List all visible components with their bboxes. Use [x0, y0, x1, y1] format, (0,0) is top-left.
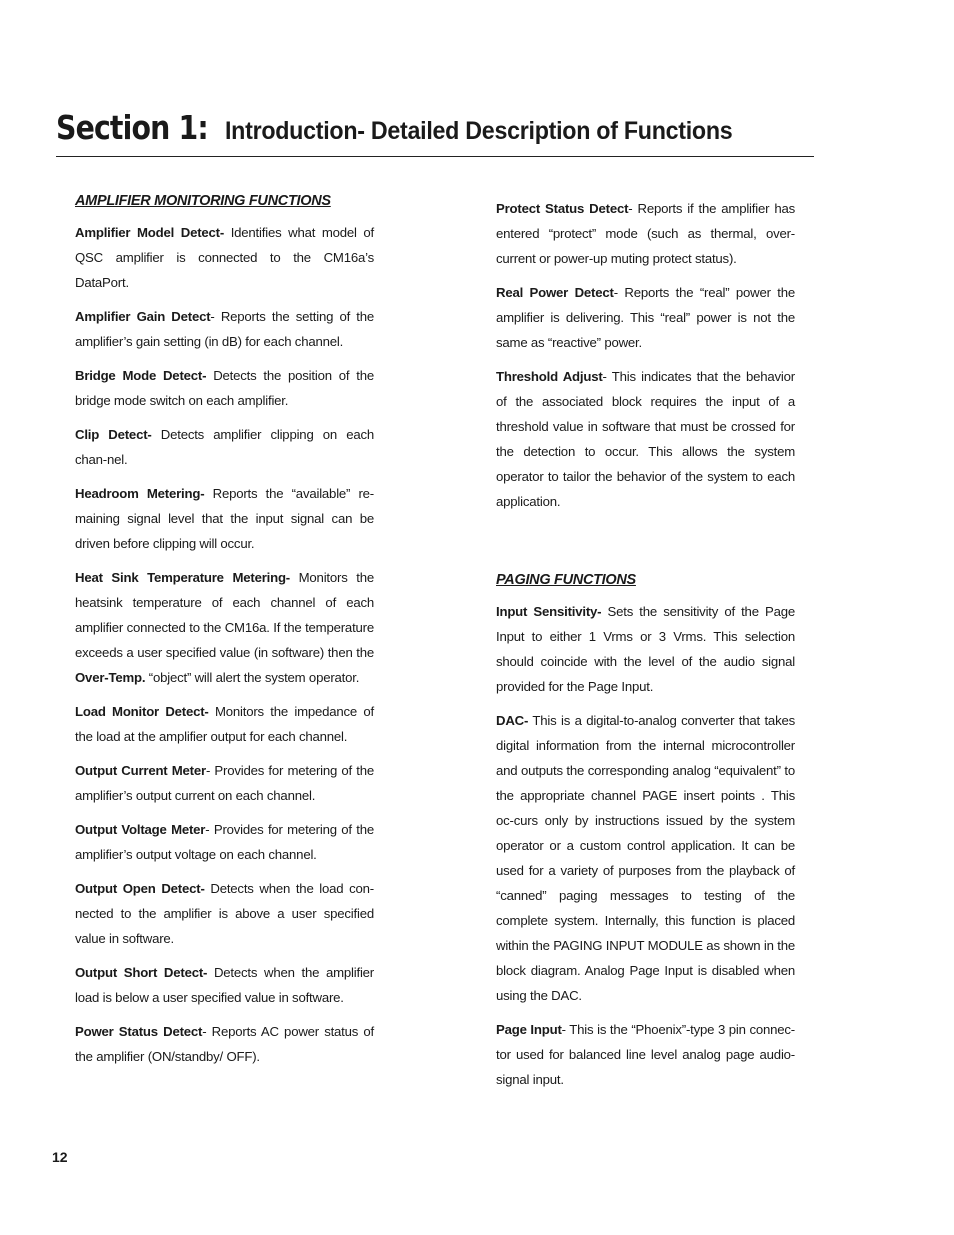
entry-term: Headroom Metering- — [75, 486, 205, 501]
paging-functions-heading: PAGING FUNCTIONS — [496, 572, 636, 588]
entry-text: Detects amplifier clipping on each chan-nel. — [75, 427, 374, 467]
entry-term: Bridge Mode Detect- — [75, 368, 207, 383]
entry-clip-detect — [75, 422, 374, 472]
entry-term: Power Status Detect — [75, 1024, 203, 1039]
entry-term: Load Monitor Detect- — [75, 704, 209, 719]
entry-text: Monitors the heatsink temperature of each channel of each amplifier connected to the CM16a. If the temperature exceeds a user specified value (in software) then the — [75, 570, 374, 660]
entry-term: Input Sensitivity- — [496, 604, 602, 619]
entry-dac — [496, 708, 795, 1008]
entry-term: Amplifier Model Detect- — [75, 225, 225, 240]
entry-text: - Reports the “real” power the amplifier is delivering. This “real” power is not the same as “reactive” power. — [496, 285, 796, 350]
page-number: 12 — [52, 1149, 68, 1165]
amplifier-monitoring-heading: AMPLIFIER MONITORING FUNCTIONS — [75, 193, 331, 209]
entry-protect-status-detect — [496, 196, 795, 271]
entry-load-monitor-detect — [75, 699, 374, 749]
entry-text: Identifies what model of QSC amplifier is connected to the CM16a’s DataPort. — [75, 225, 374, 290]
entry-term: Protect Status Detect — [496, 201, 629, 216]
entry-text: - This is the “Phoenix”-type 3 pin connec-tor used for balanced line level analog page audio-signal input. — [496, 1022, 796, 1087]
entry-term: Threshold Adjust — [496, 369, 603, 384]
entry-term: Real Power Detect — [496, 285, 614, 300]
entry-bridge-mode-detect — [75, 363, 374, 413]
entry-text: - Provides for metering of the amplifier’s output voltage on each channel. — [75, 822, 374, 862]
entry-input-sensitivity — [496, 599, 795, 699]
right-column — [496, 196, 795, 1101]
entry-text: - This indicates that the behavior of the associated block requires the input of a threshold value in software that must be crossed for the detection to occur. This allows the system operator to tailor the behavior of the system to each application. — [496, 369, 795, 509]
entry-text: Reports the “available” re-maining signal level that the input signal can be driven before clipping will occur. — [75, 486, 374, 551]
entry-text: Detects when the amplifier load is below a user specified value in software. — [75, 965, 375, 1005]
entry-text: Sets the sensitivity of the Page Input to either 1 Vrms or 3 Vrms. This selection should coincide with the level of the audio signal provided for the Page Input. — [496, 604, 795, 694]
left-column — [75, 190, 374, 1078]
entry-text: - Reports AC power status of the amplifier (ON/standby/ OFF). — [75, 1024, 374, 1064]
page-heading — [56, 108, 814, 157]
entry-headroom-metering — [75, 481, 374, 556]
entry-power-status-detect — [75, 1019, 374, 1069]
entry-term: Amplifier Gain Detect — [75, 309, 211, 324]
entry-threshold-adjust — [496, 364, 795, 514]
entry-text: This is a digital-to-analog converter that takes digital information from the internal microcontroller and outputs the corresponding analog “equivalent” to the appropriate channel PAGE insert points . This oc-curs only by instructions issued by the system operator or a custom control application. It can be used for a variety of purposes from the playback of “canned” paging messages to testing of the complete system. Internally, this function is placed within the PAGING INPUT MODULE as shown in the block diagram. Analog Page Input is disabled when using the DAC. — [496, 713, 795, 1003]
entry-term: DAC- — [496, 713, 529, 728]
entry-text: Monitors the impedance of the load at the amplifier output for each channel. — [75, 704, 374, 744]
section-number: Section 1: — [56, 108, 208, 147]
section-title: Introduction- Detailed Description of Functions — [225, 117, 733, 145]
entry-term: Heat Sink Temperature Metering- — [75, 570, 290, 585]
entry-output-current-meter — [75, 758, 374, 808]
entry-term: Output Open Detect- — [75, 881, 205, 896]
entry-term: Page Input — [496, 1022, 562, 1037]
entry-text: - Reports if the amplifier has entered “protect” mode (such as thermal, over-current or power-up muting protect status). — [496, 201, 795, 266]
entry-heat-sink-temperature-metering — [75, 565, 374, 690]
entry-output-short-detect — [75, 960, 374, 1010]
entry-text: Detects when the load con-nected to the amplifier is above a user specified value in software. — [75, 881, 375, 946]
entry-term: Output Voltage Meter — [75, 822, 206, 837]
entry-amplifier-model-detect — [75, 220, 374, 295]
entry-page-input — [496, 1017, 795, 1092]
entry-text: - Reports the setting of the amplifier’s gain setting (in dB) for each channel. — [75, 309, 374, 349]
entry-term: Output Short Detect- — [75, 965, 208, 980]
entry-output-voltage-meter — [75, 817, 374, 867]
section-spacer — [496, 523, 795, 569]
entry-term-over-temp: Over-Temp. — [75, 670, 146, 685]
entry-text: “object” will alert the system operator. — [145, 670, 360, 685]
entry-text: - Provides for metering of the amplifier’s output current on each channel. — [75, 763, 375, 803]
entry-term: Clip Detect- — [75, 427, 152, 442]
entry-real-power-detect — [496, 280, 795, 355]
entry-output-open-detect — [75, 876, 374, 951]
entry-amplifier-gain-detect — [75, 304, 374, 354]
entry-text: Detects the position of the bridge mode switch on each amplifier. — [75, 368, 374, 408]
entry-term: Output Current Meter — [75, 763, 206, 778]
